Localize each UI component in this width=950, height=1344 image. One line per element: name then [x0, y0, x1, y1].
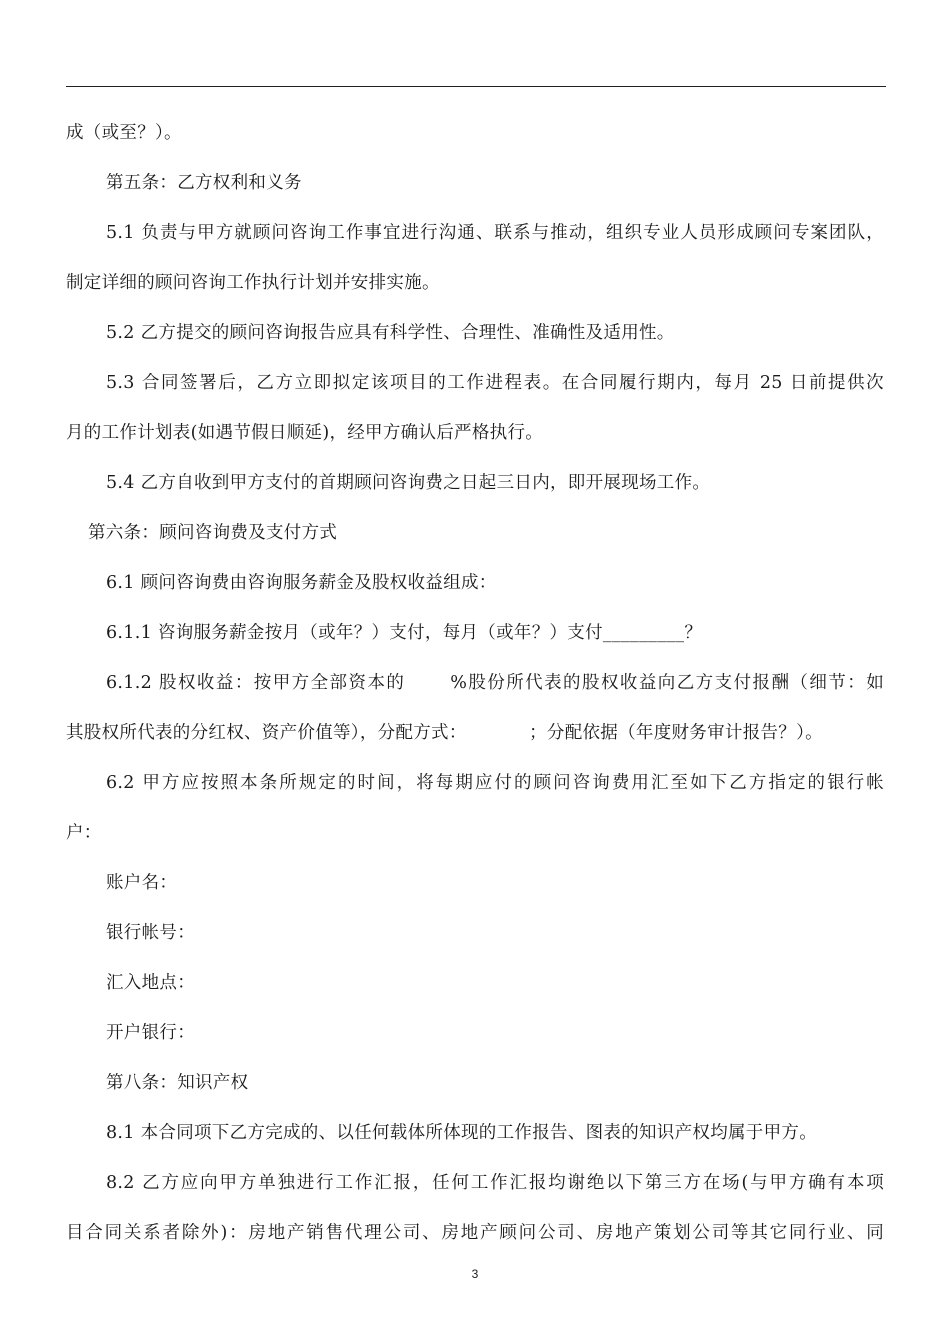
page-number: 3: [471, 1267, 479, 1281]
paragraph-line: 制定详细的顾问咨询工作执行计划并安排实施。: [66, 273, 440, 293]
paragraph-line: 5.2 乙方提交的顾问咨询报告应具有科学性、合理性、准确性及适用性。: [106, 323, 675, 343]
paragraph-line: 目合同关系者除外)：房地产销售代理公司、房地产顾问公司、房地产策划公司等其它同行业、同: [66, 1223, 884, 1243]
section-heading-5: 第五条：乙方权利和义务: [106, 173, 302, 193]
paragraph-line: 月的工作计划表(如遇节假日顺延)，经甲方确认后严格执行。: [66, 423, 544, 443]
remittance-location-label: 汇入地点：: [106, 973, 195, 993]
paragraph-line: 8.2 乙方应向甲方单独进行工作汇报，任何工作汇报均谢绝以下第三方在场(与甲方确有本项: [106, 1173, 884, 1193]
bank-account-label: 银行帐号：: [106, 923, 195, 943]
paragraph-line: 6.1 顾问咨询费由咨询服务薪金及股权收益组成：: [106, 573, 497, 593]
paragraph-line: 6.1.1 咨询服务薪金按月（或年？）支付，每月（或年？）支付_________？: [106, 623, 703, 643]
paragraph-line: 成（或至？）。: [66, 123, 182, 143]
opening-bank-label: 开户银行：: [106, 1023, 195, 1043]
paragraph-line: 6.1.2 股权收益：按甲方全部资本的 %股份所代表的股权收益向乙方支付报酬（细节：如: [106, 673, 884, 693]
paragraph-line: 5.3 合同签署后，乙方立即拟定该项目的工作进程表。在合同履行期内，每月 25 日前提供次: [106, 373, 884, 393]
paragraph-line: 户：: [66, 823, 102, 843]
account-name-label: 账户名：: [106, 873, 178, 893]
paragraph-line: 6.2 甲方应按照本条所规定的时间，将每期应付的顾问咨询费用汇至如下乙方指定的银行帐: [106, 773, 884, 793]
paragraph-line: 8.1 本合同项下乙方完成的、以任何载体所体现的工作报告、图表的知识产权均属于甲方。: [106, 1123, 817, 1143]
paragraph-line: 5.4 乙方自收到甲方支付的首期顾问咨询费之日起三日内，即开展现场工作。: [106, 473, 711, 493]
section-heading-6: 第六条：顾问咨询费及支付方式: [88, 523, 338, 543]
header-rule: [66, 86, 886, 87]
paragraph-line: 5.1 负责与甲方就顾问咨询工作事宜进行沟通、联系与推动，组织专业人员形成顾问专案团队，: [106, 223, 884, 243]
paragraph-line: 其股权所代表的分红权、资产价值等），分配方式： ；分配依据（年度财务审计报告？）。: [66, 723, 823, 743]
section-heading-8: 第八条：知识产权: [106, 1073, 249, 1093]
